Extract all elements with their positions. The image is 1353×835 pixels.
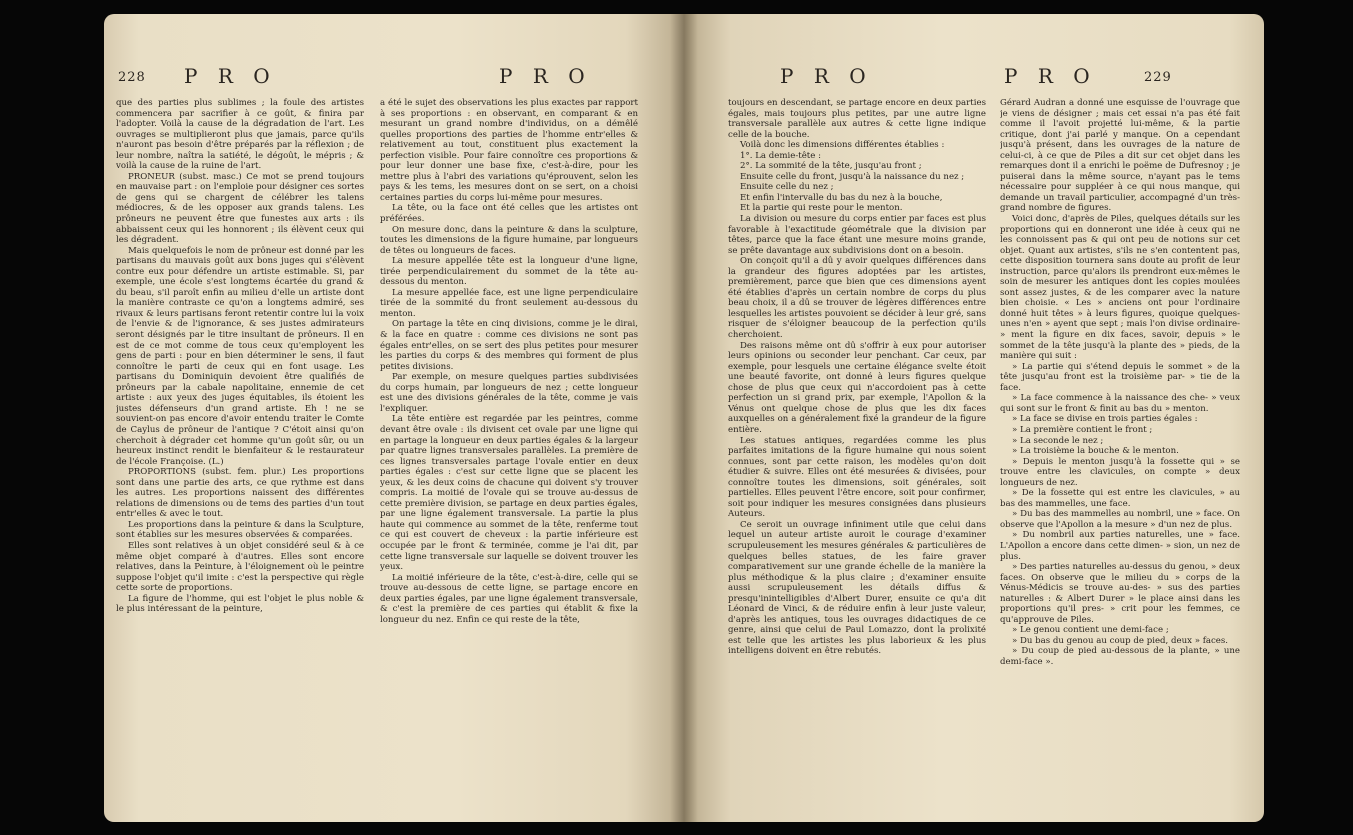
page-number-left: 228 [118, 70, 146, 85]
paragraph: que des parties plus sublimes ; la foule des artistes commencera par sacrifier à ce goût, & finira par l'adopter. Voilà la cause de la dégradation de l'art. Les ouvrages se multiplieront plus que jamais, parce qu'ils n'auront pas besoin d'être préparés par la réflexion ; de leur nombre, naîtra la satiété, le dégoût, le mépris ; & voilà la cause de la ruine de l'art. [116, 98, 364, 172]
right-column-2 [1000, 98, 1240, 798]
paragraph: Ensuite celle du front, jusqu'à la naissance du nez ; [740, 171, 965, 182]
paragraph: Voilà donc les dimensions différentes établies : [740, 140, 945, 151]
paragraph: » Des parties naturelles au-dessus du genou, » deux faces. On observe que le milieu du » corps de la Vénus-Médicis se trouve au-des- » sus des parties naturelles : & Albert Durer » le place ainsi dans les proportions qu'il pres- » crit pour les femmes, ce qu'approuve de Piles. [1000, 562, 1240, 625]
paragraph: La figure de l'homme, qui est l'objet le plus noble & le plus intéressant de la peinture, [116, 593, 364, 615]
paragraph: Gérard Audran a donné une esquisse de l'ouvrage que je viens de désigner ; mais cet essai n'a pas été fait comme il l'avoit projetté lui-même, & la partie critique, dont j'ai parlé y manque. On a cependant jusqu'à présent, dans les ouvrages de la nature de celui-ci, à ce que de Piles a dit sur cet objet dans les remarques dont il a enrichi le poëme de Dufresnoy ; je puiserai dans la même source, n'ayant pas le tems nécessaire pour suppléer à ce qui nous manque, qui demande un travail particulier, accompagné d'un très-grand nombre de figures. [1000, 98, 1240, 214]
paragraph: La moitié inférieure de la tête, c'est-à-dire, celle qui se trouve au-dessous de cette ligne, se partage encore en deux parties égales, par une ligne également transversale, & c'est la première de ces parties qui établit & fixe la longueur du nez. Enfin ce qui reste de la tête, [380, 572, 638, 625]
page-number-right: 229 [1144, 70, 1172, 85]
left-page [104, 14, 684, 822]
paragraph: » Le genou contient une demi-face ; [1012, 625, 1169, 636]
left-column-1 [116, 98, 364, 798]
paragraph: On conçoit qu'il a dû y avoir quelques différences dans la grandeur des figures adoptées par les artistes, premièrement, parce que bien que ces dimensions ayent été établies d'après un certain nombre de corps du plus beau choix, il a dû se trouver de légères différences entre lesquelles les artistes pouvoient se décider à leur gré, sans risquer de s'éloigner beaucoup de la perfection qu'ils cherchoient. [728, 256, 986, 341]
paragraph: La tête, ou la face ont été celles que les artistes ont préférées. [380, 203, 638, 225]
paragraph: » La face se divise en trois parties égales : [1012, 414, 1198, 425]
paragraph: La mesure appellée face, est une ligne perpendiculaire tirée de la sommité du front seulement au-dessous du menton. [380, 287, 638, 319]
paragraph: 2°. La sommité de la tête, jusqu'au front ; [740, 161, 922, 172]
paragraph: a été le sujet des observations les plus exactes par rapport à ses proportions : en observant, en comparant & en mesurant un grand nombre d'individus, on a démêlé quelles proportions des parties de l'homme entr'elles & relativement au tout, constituent plus exactement la perfection visible. Pour faire connoître ces proportions & pour leur donner une base fixe, c'est-à-dire, pour les mettre plus à l'abri des variations qu'éprouvent, selon les pays & les tems, les mesures dont on se sert, on a choisi certaines parties du corps lui-même pour mesures. [380, 98, 638, 203]
paragraph: Et la partie qui reste pour le menton. [740, 203, 903, 214]
paragraph: Ensuite celle du nez ; [740, 182, 834, 193]
paragraph: La mesure appellée tête est la longueur d'une ligne, tirée perpendiculairement du sommet de la tête au-dessous du menton. [380, 256, 638, 288]
paragraph: » Depuis le menton jusqu'à la fossette qui » se trouve entre les clavicules, on compte » deux longueurs de nez. [1000, 456, 1240, 488]
paragraph: La tête entière est regardée par les peintres, comme devant être ovale : ils divisent cet ovale par une ligne qui en partage la longueur en deux parties égales & la largeur par quatre lignes transversales parallèles. La première de ces lignes transversales partage l'ovale entier en deux parties égales : c'est sur cette ligne que se placent les yeux, & les deux coins de chacune qui doivent s'y trouver compris. La moitié de l'ovale qui se trouve au-dessus de cette première division, se partage en deux parties égales, par une ligne également transversale. La partie la plus haute qui commence au sommet de la tête, renferme tout ce qui est couvert de cheveux : la partie inférieure est occupée par le front & terminée, comme je l'ai dit, par cette ligne transversale sur laquelle se doivent trouver les yeux. [380, 414, 638, 573]
paragraph: » Du nombril aux parties naturelles, une » face. L'Apollon a encore dans cette dimen- » sion, un nez de plus. [1000, 530, 1240, 562]
paragraph: » La partie qui s'étend depuis le sommet » de la tête jusqu'au front est la troisième par- » tie de la face. [1000, 361, 1240, 393]
paragraph: » Du bas du genou au coup de pied, deux » faces. [1012, 635, 1229, 646]
running-head-left-1: P R O [184, 64, 277, 88]
paragraph: Les proportions dans la peinture & dans la Sculpture, sont établies sur les mesures observées & comparées. [116, 519, 364, 541]
paragraph: Voici donc, d'après de Piles, quelques détails sur les proportions qui en donneront une idée à ceux qui ne les connoissent pas & qui ont peu de notions sur cet objet. Quant aux artistes, s'ils ne s'en contentent pas, cette disposition tournera sans doute au profit de leur instruction, parce qu'alors ils prendront eux-mêmes le soin de mesurer les antiques dont les copies moulées sont assez justes, & de les comparer avec la nature bien choisie. « Les » anciens ont pour l'ordinaire donné huit têtes » à leurs figures, quoique quelques-unes n'en » ayent que sept ; mais l'on divise ordinaire- » ment la figure en dix faces, savoir, depuis » le sommet de la tête jusqu'à la plante des » pieds, de la manière qui suit : [1000, 214, 1240, 362]
paragraph: toujours en descendant, se partage encore en deux parties égales, mais toujours plus petites, par une autre ligne transversale parallèle aux autres & cette ligne indique celle de la bouche. [728, 98, 986, 140]
right-page [684, 14, 1264, 822]
running-head-right-2: P R O [1004, 64, 1097, 88]
paragraph: » Du bas des mammelles au nombril, une » face. On observe que l'Apollon a la mesure » d'un nez de plus. [1000, 509, 1240, 530]
paragraph: » La seconde le nez ; [1012, 435, 1104, 446]
paragraph: La division ou mesure du corps entier par faces est plus favorable à l'exactitude géométrale que la division par têtes, parce que la face étant une mesure moins grande, se prête davantage aux subdivisions dont on a besoin. [728, 214, 986, 256]
paragraph: On partage la tête en cinq divisions, comme je le dirai, & la face en quatre : comme ces divisions ne sont pas égales entr'elles, on se sert des plus petites pour mesurer les parties du corps & des membres qui forment de plus petites divisions. [380, 319, 638, 372]
paragraph: PROPORTIONS (subst. fem. plur.) Les proportions sont dans une partie des arts, ce que rythme est dans les autres. Les proportions naissent des différentes relations de dimensions ou de tems des parties d'un tout entr'elles & avec le tout. [116, 467, 364, 520]
paragraph: Mais quelquefois le nom de prôneur est donné par les partisans du mauvais goût aux bons juges qui s'élèvent contre eux pour défendre un artiste estimable. Si, par exemple, une école s'est longtems écartée du grand & du beau, s'il paroît enfin au milieu d'elle un artiste dont la manière contraste ce qu'on a longtems admiré, ses rivaux & leurs partisans feront retentir contre lui la voix de l'envie & de l'ignorance, & ses justes admirateurs seront désignés par le titre insultant de prôneurs. Il en est de ce mot comme de tous ceux qu'employent les gens de parti : pour en bien déterminer le sens, il faut connoître le parti de ceux qui en font usage. Les partisans du Dominiquin devoient être qualifiés de prôneurs par la cabale napolitaine, ennemie de cet artiste : aux yeux des juges équitables, ils étoient les justes défenseurs d'un grand artiste. Eh ! ne se souvient-on pas encore d'avoir entendu traiter le Comte de Caylus de prôneur de l'antique ? C'étoit ainsi qu'on cherchoit à dégrader cet homme qu'un goût sûr, ou un heureux instinct rendit le bienfaiteur & le restaurateur de l'école Françoise. (L.) [116, 245, 364, 467]
paragraph: » La troisième la bouche & le menton. [1012, 446, 1179, 457]
paragraph: » Du coup de pied au-dessous de la plante, » une demi-face ». [1000, 646, 1240, 667]
paragraph: Ce seroit un ouvrage infiniment utile que celui dans lequel un auteur artiste auroit le courage d'examiner scrupuleusement les mesures générales & particulières de quelques belles statues, de les faire graver comparativement sur une grande échelle de la manière la plus méthodique & la plus claire ; d'examiner ensuite aussi scrupuleusement les détails diffus & presqu'inintelligibles d'Albert Durer, ensuite ce qu'a dit Léonard de Vinci, & de réduire enfin à leur juste valeur, d'après les antiques, tous les ouvrages didactiques de ce genre, ainsi que celui de Paul Lomazzo, dont la prolixité est telle que les artistes les plus laborieux & les plus intelligens doivent en être rebutés. [728, 519, 986, 657]
paragraph: 1°. La demie-tête : [740, 150, 821, 161]
running-head-right-1: P R O [780, 64, 873, 88]
paragraph: Les statues antiques, regardées comme les plus parfaites imitations de la figure humaine qui nous soient connues, sont par cette raison, les modèles qu'on doit étudier & suivre. Elles ont été mesurées & divisées, pour connoître toutes les dimensions, soit générales, soit partielles. Elles peuvent l'être encore, soit pour confirmer, soit pour indiquer les mesures consignées dans plusieurs Auteurs. [728, 435, 986, 520]
paragraph: Et enfin l'intervalle du bas du nez à la bouche, [740, 192, 943, 203]
right-column-1 [728, 98, 986, 798]
paragraph: Elles sont relatives à un objet considéré seul & à ce même objet comparé à d'autres. Elles sont encore relatives, dans la Peinture, à l'éloignement où le peintre suppose l'objet qu'il imite : c'est la perspective qui règle cette sorte de proportions. [116, 540, 364, 594]
paragraph: Par exemple, on mesure quelques parties subdivisées du corps humain, par longueurs de nez ; cette longueur est une des divisions générales de la tête, comme je vais l'expliquer. [380, 372, 638, 414]
paragraph: » La première contient le front ; [1012, 424, 1153, 435]
paragraph: » De la fossette qui est entre les clavicules, » au bas des mammelles, une face. [1000, 488, 1240, 509]
paragraph: » La face commence à la naissance des che- » veux qui sont sur le front & finit au bas du » menton. [1000, 393, 1240, 414]
paragraph: Des raisons même ont dû s'offrir à eux pour autoriser leurs opinions ou seconder leur penchant. Car ceux, par exemple, pour lesquels une certaine élégance svelte étoit une beauté favorite, ont donné à leurs figures quelque chose de plus que ceux qui n'accordoient pas à cette perfection un si grand prix, par exemple, l'Apollon & la Vénus ont quelque chose de plus que les dix faces auxquelles on a généralement fixé la grandeur de la figure entière. [728, 340, 986, 435]
paragraph: PRONEUR (subst. masc.) Ce mot se prend toujours en mauvaise part : on l'emploie pour désigner ces sortes de gens qui se chargent de célébrer les talens médiocres, & de les opposer aux grands talens. Les prôneurs ne peuvent être que funestes aux arts : ils abbaissent ceux qui les honnorent ; ils élèvent ceux qui les dégradent. [116, 171, 364, 246]
running-head-left-2: P R O [499, 64, 592, 88]
book-spread [104, 14, 1264, 822]
paragraph: On mesure donc, dans la peinture & dans la sculpture, toutes les dimensions de la figure humaine, par longueurs de têtes ou longueurs de faces. [380, 224, 638, 256]
left-column-2 [380, 98, 638, 798]
